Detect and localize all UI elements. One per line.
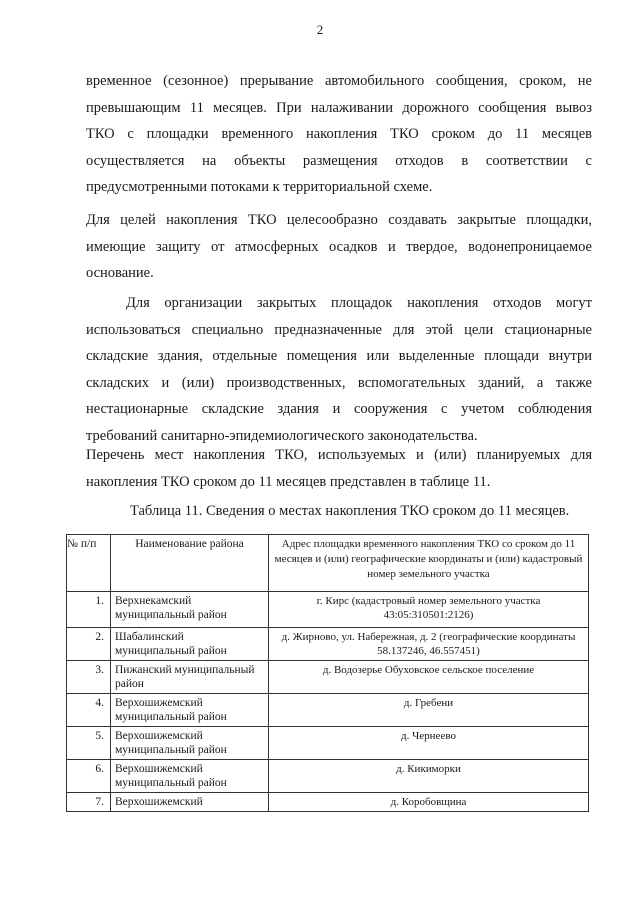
text-line: Для организации закрытых площадок накопления отходов могут <box>126 295 592 311</box>
paragraph-4 <box>86 442 592 495</box>
row-number: 1. <box>67 592 111 628</box>
table-row <box>67 760 589 793</box>
header-number: № п/п <box>67 535 111 592</box>
text-line: осуществляется на объекты размещения отходов в соответствии с <box>86 152 592 169</box>
table-caption: Таблица 11. Сведения о местах накопления ТКО сроком до 11 месяцев. <box>130 503 570 519</box>
paragraph-1 <box>86 68 592 201</box>
row-number: 5. <box>67 727 111 760</box>
row-address: д. Гребени <box>269 694 589 727</box>
row-number: 4. <box>67 694 111 727</box>
row-number: 2. <box>67 628 111 661</box>
table-row <box>67 727 589 760</box>
table-row <box>67 694 589 727</box>
text-line: складских и (или) производственных, вспомогательных зданий, а также <box>86 374 592 391</box>
table-row <box>67 793 589 812</box>
row-district: Верхошижемский муниципальный район <box>111 760 269 793</box>
row-number: 3. <box>67 661 111 694</box>
row-number: 6. <box>67 760 111 793</box>
text-line: превышающим 11 месяцев. При налаживании дорожного сообщения вывоз <box>86 99 592 116</box>
table-header-row <box>67 535 589 592</box>
row-district: Верхошижемский муниципальный район <box>111 727 269 760</box>
text-line: Для целей накопления ТКО целесообразно создавать закрытые площадки, <box>86 212 592 228</box>
row-district: Верхошижемский <box>111 793 269 812</box>
row-district: Шабалинский муниципальный район <box>111 628 269 661</box>
row-district: Пижанский муниципальный район <box>111 661 269 694</box>
row-address: д. Кикиморки <box>269 760 589 793</box>
page-number: 2 <box>316 22 324 37</box>
table-row <box>67 661 589 694</box>
row-address: д. Водозерье Обуховское сельское поселение <box>269 661 589 694</box>
header-district: Наименование района <box>111 535 269 592</box>
paragraph-2 <box>86 207 592 287</box>
text-line: ТКО с площадки временного накопления ТКО сроком до 11 месяцев <box>86 126 592 142</box>
text-line: временное (сезонное) прерывание автомобильного сообщения, сроком, не <box>86 73 592 89</box>
row-address: г. Кирс (кадастровый номер земельного участка 43:05:310501:2126) <box>269 592 589 628</box>
table-row <box>67 592 589 628</box>
paragraph-3 <box>86 290 592 449</box>
row-address: д. Коробовщина <box>269 793 589 812</box>
table-row <box>67 628 589 661</box>
text-line: складские здания, отдельные помещения или выделенные площади внутри <box>86 348 592 364</box>
row-number: 7. <box>67 793 111 812</box>
places-table <box>66 534 589 812</box>
text-line: Перечень мест накопления ТКО, используемых и (или) планируемых для <box>86 447 592 463</box>
text-line: основание. <box>86 265 154 281</box>
text-line: использоваться специально предназначенные для этой цели стационарные <box>86 321 592 338</box>
text-line: накопления ТКО сроком до 11 месяцев представлен в таблице 11. <box>86 473 491 490</box>
text-line: требований санитарно-эпидемиологического законодательства. <box>86 427 478 444</box>
header-address: Адрес площадки временного накопления ТКО со сроком до 11 месяцев и (или) географические координаты и (или) кадастровый номер земельного участка <box>269 535 589 592</box>
text-line: предусмотренными потоками к территориальной схеме. <box>86 179 433 195</box>
row-district: Верхошижемский муниципальный район <box>111 694 269 727</box>
row-address: д. Жирново, ул. Набережная, д. 2 (географические координаты 58.137246, 46.557451) <box>269 628 589 661</box>
row-district: Верхнекамский муниципальный район <box>111 592 269 628</box>
text-line: имеющие защиту от атмосферных осадков и твердое, водонепроницаемое <box>86 238 592 255</box>
text-line: нестационарные складские здания и сооружения с учетом соблюдения <box>86 401 592 417</box>
row-address: д. Чернеево <box>269 727 589 760</box>
